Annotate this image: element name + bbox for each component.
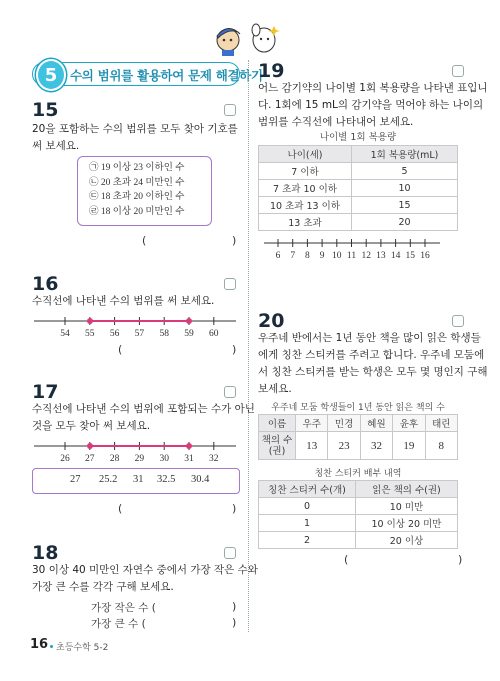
problem-17-number: 17 (32, 381, 59, 403)
problem-17-number-item: 30.4 (191, 474, 210, 485)
footer-dot (50, 645, 53, 648)
table-row (259, 197, 458, 214)
problem-16-tick-label: 58 (159, 329, 169, 338)
table-cell: 32 (360, 432, 392, 460)
problem-19-question-line2: 다. 1회에 15 mL의 감기약을 먹어야 하는 나이의 (258, 99, 484, 111)
problem-19-tick-label: 9 (319, 251, 325, 260)
mascot-illustration (212, 18, 292, 58)
problem-18-largest-label: 가장 큰 수 ( (91, 618, 146, 630)
table-header: 칭찬 스티커 수(개) (259, 481, 356, 498)
problem-20-table1 (258, 414, 458, 460)
problem-19-tick-label: 11 (346, 251, 357, 260)
problem-20-answer-close: ) (458, 553, 463, 566)
problem-17-tick-label: 31 (184, 454, 194, 463)
problem-20-answer-open: ( (344, 553, 349, 566)
problem-15-option-3: ㉢ 18 초과 20 이하인 수 (89, 192, 185, 202)
table-cell: 윤후 (393, 415, 425, 432)
table-row (259, 515, 458, 532)
problem-16-number-line (32, 312, 242, 338)
table-cell: 8 (425, 432, 457, 460)
problem-18-smallest-label: 가장 작은 수 ( (91, 602, 156, 614)
problem-16-tick-label: 56 (109, 329, 120, 338)
problem-17-tick-label: 29 (134, 454, 145, 463)
problem-15-answer-open: ( (142, 234, 147, 247)
problem-17-tick-label: 32 (209, 454, 219, 463)
table-row (259, 498, 458, 515)
problem-16-tick-label: 59 (184, 329, 194, 338)
table-cell: 0 (259, 498, 356, 515)
table-cell: 우주 (296, 415, 328, 432)
table-cell: 7 이하 (259, 163, 352, 180)
table-cell: 19 (393, 432, 425, 460)
problem-19-tick-label: 15 (405, 251, 416, 260)
problem-18-smallest-close: ) (232, 600, 237, 613)
problem-17-question-line1: 수직선에 나타낸 수의 범위에 포함되는 수가 아닌 (32, 403, 255, 415)
problem-15-question: 20을 포함하는 수의 범위를 모두 찾아 기호를 써 보세요. (32, 123, 238, 152)
problem-18-question-line2: 가장 큰 수를 각각 구해 보세요. (32, 581, 174, 593)
problem-19-number-line[interactable] (262, 234, 442, 260)
problem-19-tick-label: 13 (376, 251, 386, 260)
problem-15-checkbox[interactable] (224, 104, 236, 116)
problem-16-question: 수직선에 나타낸 수의 범위를 써 보세요. (32, 295, 215, 307)
table-cell: 혜원 (360, 415, 392, 432)
table-cell: 23 (328, 432, 360, 460)
table-header: 나이(세) (259, 146, 352, 163)
problem-16-checkbox[interactable] (224, 278, 236, 290)
problem-15-answer-field[interactable] (150, 232, 228, 248)
problem-19-tick-label: 8 (305, 251, 310, 260)
table-cell: 10 이상 20 미만 (356, 515, 458, 532)
problem-17-number-item: 27 (70, 474, 81, 485)
table-header: (권) (268, 445, 286, 457)
problem-19-tick-label: 14 (390, 251, 401, 260)
problem-17-answer-field[interactable] (126, 500, 228, 516)
table-cell: 20 이상 (356, 532, 458, 549)
problem-17-answer-open: ( (118, 502, 123, 515)
problem-17-start-point (87, 443, 93, 449)
problem-17-end-point (186, 443, 192, 449)
problem-18-question-line1: 30 이상 40 미만인 자연수 중에서 가장 작은 수와 (32, 564, 258, 576)
problem-17-tick-label: 27 (85, 454, 95, 463)
problem-16-tick-label: 60 (209, 329, 219, 338)
table-cell: 민경 (328, 415, 360, 432)
table-cell: 5 (352, 163, 458, 180)
problem-19-tick-label: 6 (275, 251, 281, 260)
problem-19-checkbox[interactable] (452, 65, 464, 77)
table-row (259, 163, 458, 180)
problem-15-option-2: ㉡ 20 초과 24 미만인 수 (89, 178, 185, 188)
problem-20-question-line1: 우주네 반에서는 1년 동안 책을 많이 읽은 학생들 (258, 332, 481, 344)
table-cell: 7 초과 10 이하 (259, 180, 352, 197)
problem-17-number-item: 32.5 (157, 474, 176, 485)
problem-19-table-title: 나이별 1회 복용량 (319, 132, 397, 143)
table-cell: 태린 (425, 415, 457, 432)
table-cell: 13 초과 (259, 214, 352, 231)
table-cell: 1 (259, 515, 356, 532)
problem-19-tick-label: 7 (290, 251, 296, 260)
problem-19-question-line1: 어느 감기약의 나이별 1회 복용량을 나타낸 표입니 (258, 82, 488, 94)
problem-17-numbers-box (32, 468, 240, 494)
table-cell: 13 (296, 432, 328, 460)
problem-19-number: 19 (258, 60, 285, 82)
problem-20-checkbox[interactable] (452, 315, 464, 327)
problem-17-number-item: 25.2 (99, 474, 118, 485)
page-number: 16 (30, 637, 49, 652)
problem-19-table (258, 145, 458, 231)
problem-16-answer-field[interactable] (126, 341, 228, 357)
problem-17-number-line (32, 437, 242, 463)
section-number-badge: 5 (36, 59, 66, 91)
table-cell: 2 (259, 532, 356, 549)
table-header: 1회 복용량(mL) (352, 146, 458, 163)
problem-20-number: 20 (258, 310, 285, 332)
table-header: 책의 수 (261, 434, 293, 446)
problem-18-number: 18 (32, 542, 59, 564)
problem-15-answer-close: ) (232, 234, 237, 247)
problem-19-tick-label: 12 (361, 251, 371, 260)
problem-15-option-4: ㉣ 18 이상 20 미만인 수 (89, 207, 185, 217)
problem-17-tick-label: 28 (109, 454, 120, 463)
problem-16-tick-label: 57 (134, 329, 145, 338)
problem-16-answer-open: ( (118, 343, 123, 356)
section-title: 수의 범위를 활용하여 문제 해결하기 (70, 68, 263, 83)
problem-16-tick-label: 55 (85, 329, 95, 338)
problem-18-smallest-field[interactable] (168, 598, 228, 614)
problem-15-option-1: ㉠ 19 이상 23 이하인 수 (89, 163, 185, 173)
problem-17-tick-label: 26 (60, 454, 70, 463)
problem-15-number: 15 (32, 99, 59, 121)
table-row (259, 180, 458, 197)
problem-17-number-item: 31 (133, 474, 144, 485)
problem-16-answer-close: ) (232, 343, 237, 356)
problem-18-checkbox[interactable] (224, 547, 236, 559)
problem-20-table2 (258, 480, 458, 549)
problem-17-answer-close: ) (232, 502, 237, 515)
problem-20-table1-title: 우주네 모둠 학생들이 1년 동안 읽은 책의 수 (271, 403, 445, 413)
table-row (259, 214, 458, 231)
problem-19-tick-label: 16 (420, 251, 430, 260)
table-cell: 20 (352, 214, 458, 231)
table-cell: 15 (352, 197, 458, 214)
problem-20-question-line4: 보세요. (258, 383, 292, 395)
table-header: 읽은 책의 수(권) (356, 481, 458, 498)
problem-18-largest-close: ) (232, 616, 237, 629)
problem-17-tick-label: 30 (159, 454, 169, 463)
table-cell: 10 초과 13 이하 (259, 197, 352, 214)
column-divider (248, 60, 249, 632)
footer-text: 초등수학 5-2 (56, 643, 109, 653)
table-header: 이름 (259, 415, 296, 432)
problem-20-question-line3: 서 칭찬 스티커를 받는 학생은 모두 몇 명인지 구해 (258, 366, 488, 378)
problem-20-answer-field[interactable] (352, 551, 454, 567)
problem-16-tick-label: 54 (60, 329, 70, 338)
table-cell: 10 미만 (356, 498, 458, 515)
table-row (259, 532, 458, 549)
problem-16-start-point (87, 318, 93, 324)
problem-16-end-point (186, 318, 192, 324)
problem-16-number: 16 (32, 273, 59, 295)
problem-19-question-line3: 범위를 수직선에 나타내어 보세요. (258, 116, 414, 128)
problem-18-largest-field[interactable] (168, 614, 228, 630)
problem-19-tick-label: 10 (332, 251, 342, 260)
table-cell: 10 (352, 180, 458, 197)
problem-20-table2-title: 칭찬 스티커 배부 내역 (314, 469, 402, 479)
problem-17-checkbox[interactable] (224, 386, 236, 398)
problem-20-question-line2: 에게 칭찬 스티커를 주려고 합니다. 우주네 모둠에 (258, 349, 485, 361)
problem-17-question-line2: 것을 모두 찾아 써 보세요. (32, 420, 151, 432)
